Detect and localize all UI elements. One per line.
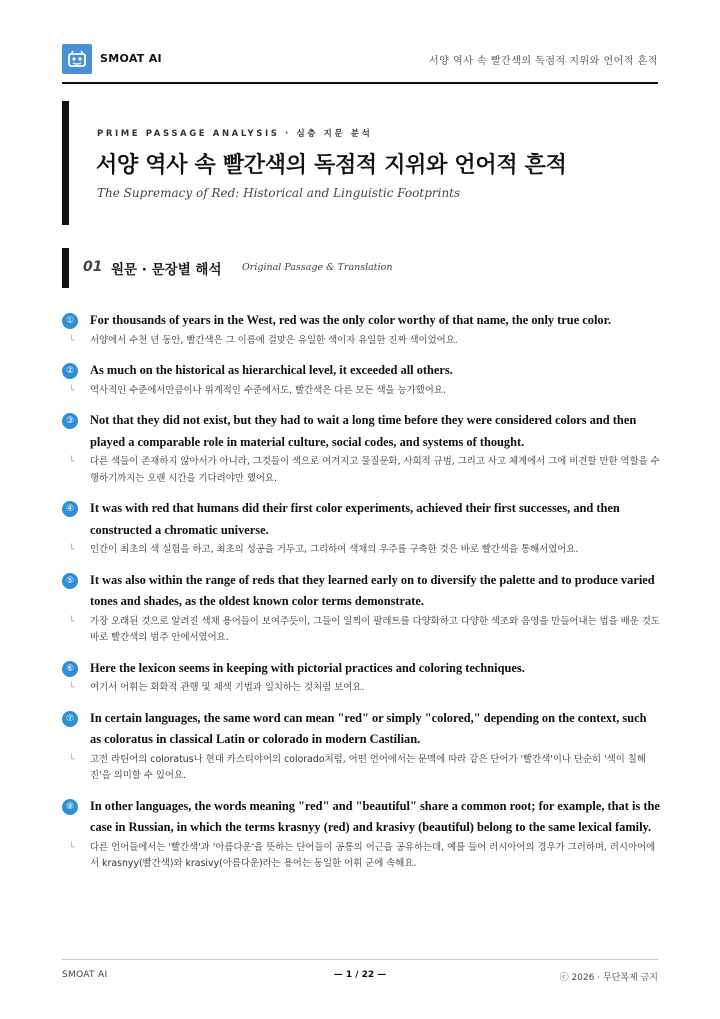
sentence-english: In certain languages, the same word can mean "red" or simply "colored," depending on the context, such as coloratus in classical Latin or colorado in modern Castilian. xyxy=(90,710,647,746)
sentence-number-badge: ③ xyxy=(62,413,78,429)
sentence-translation: 가장 오래된 것으로 알려진 색채 용어들이 보여주듯이, 그들이 일찍이 팔레트를 다양화하고 다양한 색조와 음영을 만들어내는 법을 배운 것도 바로 빨간색의 범주 안에서였어요. xyxy=(90,615,660,643)
sentence-translation: 고전 라틴어의 coloratus나 현대 카스티야어의 colorado처럼, 어떤 언어에서는 문맥에 따라 같은 단어가 '빨간색'이나 단순히 '색이 칠해진'을 의미할 수 있어요. xyxy=(90,753,646,781)
sentence-number-badge: ④ xyxy=(62,501,78,517)
footer-brand: SMOAT AI xyxy=(62,970,108,980)
return-arrow-icon: └ xyxy=(69,385,75,396)
sentence-translation: 서양에서 수천 년 동안, 빨간색은 그 이름에 걸맞은 유일한 색이자 유일한 진짜 색이었어요. xyxy=(90,334,458,346)
sentence-number-badge: ② xyxy=(62,363,78,379)
page-number: — 1 / 22 — xyxy=(333,970,387,980)
sentence-item xyxy=(62,310,660,349)
page-title: 서양 역사 속 빨간색의 독점적 지위와 언어적 흔적 xyxy=(96,153,567,178)
return-arrow-icon: └ xyxy=(69,545,75,555)
sentence-english: For thousands of years in the West, red was the only color worthy of that name, the only true color. xyxy=(90,313,612,327)
sentence-english: In other languages, the words meaning "red" and "beautiful" share a common root; for example, that is the case in Russian, in which the terms krasnyy (red) and krasivy (beautiful) belong to the same lexical family. xyxy=(90,798,660,834)
sentence-item xyxy=(62,658,660,697)
section-subtitle: Original Passage & Translation xyxy=(242,262,393,273)
sentence-translation: 여기서 어휘는 회화적 관행 및 채색 기법과 일치하는 것처럼 보여요. xyxy=(90,682,365,693)
sentence-english: Here the lexicon seems in keeping with pictorial practices and coloring techniques. xyxy=(90,660,525,675)
sentence-item xyxy=(62,360,660,399)
section-accent-bar xyxy=(62,248,69,288)
title-block xyxy=(62,101,662,225)
return-arrow-icon: └ xyxy=(69,335,75,346)
sentence-translation: 인간이 최초의 색 실험을 하고, 최초의 성공을 거두고, 그리하여 색채의 우주를 구축한 것은 바로 빨간색을 통해서였어요. xyxy=(90,544,579,555)
logo-glyph-icon xyxy=(67,50,87,68)
return-arrow-icon: └ xyxy=(69,616,75,627)
return-arrow-icon: └ xyxy=(69,683,75,693)
sentence-item xyxy=(62,498,660,559)
sentence-translation: 다른 색들이 존재하지 않아서가 아니라, 그것들이 색으로 여겨지고 물질문화, 사회적 규범, 그리고 사고 체계에서 그에 비견할 만한 역할을 수행하기까지는 오랜 시간을 기다려야만 했어요. xyxy=(90,456,660,484)
page-subtitle: The Supremacy of Red: Historical and Linguistic Footprints xyxy=(97,186,461,200)
brand-name: SMOAT AI xyxy=(100,52,162,65)
copyright-notice: ⓒ 2026 · 무단복제 금지 xyxy=(559,973,658,983)
section-number: 01 xyxy=(83,259,103,275)
sentence-english: It was with red that humans did their first color experiments, achieved their first successes, and then constructed a chromatic universe. xyxy=(90,501,620,537)
header-doc-title: 서양 역사 속 빨간색의 독점적 지위와 언어적 흔적 xyxy=(429,56,658,67)
sentence-translation: 역사적인 수준에서만큼이나 위계적인 수준에서도, 빨간색은 다른 모든 색을 능가했어요. xyxy=(90,384,446,396)
sentence-number-badge: ① xyxy=(62,313,78,329)
sentence-translation: 다른 언어들에서는 '빨간색'과 '아름다운'을 뜻하는 단어들이 공통의 어근을 공유하는데, 예를 들어 러시아어의 경우가 그러하며, 러시아어에서 krasnyy(빨간색)와 krasivy(아름다운)라는 용어는 동일한 어휘 군에 속해요. xyxy=(90,841,656,869)
sentence-number-badge: ⑤ xyxy=(62,573,78,589)
sentence-number-badge: ⑧ xyxy=(62,799,78,815)
sentence-number-badge: ⑦ xyxy=(62,711,78,727)
sentence-english: Not that they did not exist, but they had to wait a long time before they were considered colors and then played a comparable role in material culture, social codes, and systems of thought. xyxy=(90,413,637,449)
page-footer xyxy=(62,959,658,988)
sentence-item xyxy=(62,708,660,785)
sentence-item xyxy=(62,796,660,873)
return-arrow-icon: └ xyxy=(69,842,75,853)
section-heading xyxy=(62,248,662,288)
section-title: 원문 · 문장별 해석 xyxy=(111,262,222,278)
return-arrow-icon: └ xyxy=(69,457,75,467)
kicker-label: PRIME PASSAGE ANALYSIS · 심층 지문 분석 xyxy=(97,129,373,139)
sentence-item xyxy=(62,570,660,647)
title-accent-bar xyxy=(62,101,69,225)
smoat-logo-icon xyxy=(62,44,92,74)
sentence-list xyxy=(62,310,660,884)
page-header xyxy=(62,44,658,84)
sentence-number-badge: ⑥ xyxy=(62,661,78,677)
sentence-english: As much on the historical as hierarchical level, it exceeded all others. xyxy=(90,363,453,377)
sentence-item xyxy=(62,410,660,487)
return-arrow-icon: └ xyxy=(69,754,75,765)
sentence-english: It was also within the range of reds that they learned early on to diversify the palette and to produce varied tones and shades, as the oldest known color terms demonstrate. xyxy=(90,572,655,608)
